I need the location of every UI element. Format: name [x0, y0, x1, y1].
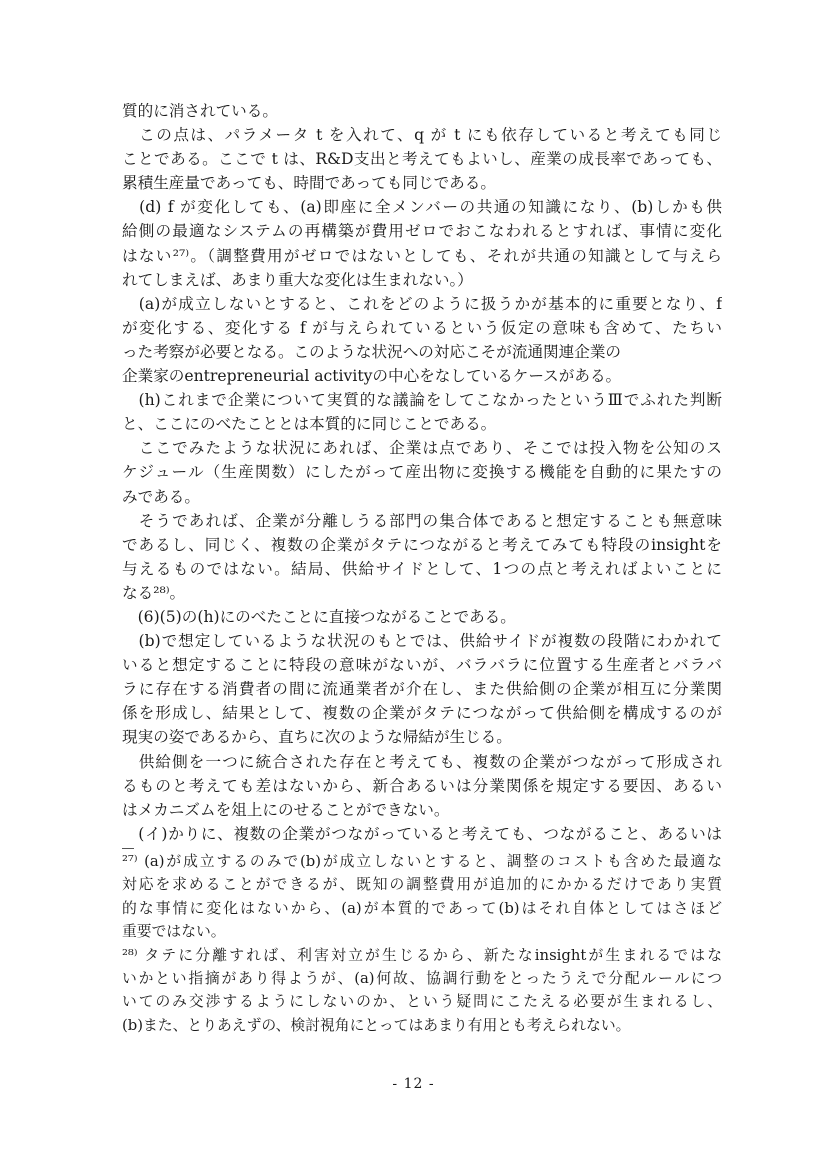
- footnote-line: 重要ではない。: [122, 923, 226, 941]
- body-line: であるし、同じく、複数の企業がタテにつながると考えてみても特段のinsightを: [122, 535, 722, 554]
- footnote-line: 対応を求めることができるが、既知の調整費用が追加的にかかるだけであり実質: [122, 876, 722, 894]
- body-line: 供給側を一つに統合された存在と考えても、複数の企業がつながって形成され: [122, 752, 722, 771]
- body-line: 質的に消されている。: [122, 102, 278, 120]
- body-line: 企業家のentrepreneurial activityの中心をなしているケースがある。: [122, 367, 622, 386]
- body-line: れてしまえば、あまり重大な変化は生まれない。）: [122, 270, 473, 289]
- footnote-line: いてのみ交渉するようにしないのか、という疑問にこたえる必要が生まれるし、: [122, 993, 722, 1011]
- body-line: が変化する、変化する f が与えられているという仮定の意味も含めて、たちい: [122, 318, 722, 337]
- body-line: 累積生産量であっても、時間であっても同じである。: [122, 174, 496, 193]
- body-line: この点は、パラメータ t を入れて、q が t にも依存していると考えても同じ: [122, 126, 722, 145]
- body-line: と、ここにのべたこととは本質的に同じことである。: [122, 415, 497, 434]
- body-line: (イ)かりに、複数の企業がつながっていると考えても、つながること、あるいは: [122, 824, 722, 843]
- body-line: (h)これまで企業について実質的な議論をしてこなかったというⅢでふれた判断: [122, 391, 722, 410]
- body-line: はない²⁷⁾。（調整費用がゼロではないとしても、それが共通の知識として与えら: [122, 246, 722, 265]
- body-line: るものと考えても差はないから、新合あるいは分業関係を規定する要因、あるい: [122, 776, 722, 795]
- footnote-line: ²⁸⁾ タテに分離すれば、利害対立が生じるから、新たなinsightが生まれるではな: [122, 946, 722, 964]
- body-line: なる²⁸⁾。: [122, 583, 186, 602]
- body-line: 与えるものではない。結局、供給サイドとして、1つの点と考えればよいことに: [122, 559, 722, 578]
- body-line: 給側の最適なシステムの再構築が費用ゼロでおこなわれるとすれば、事情に変化: [122, 222, 722, 241]
- body-line: ケジュール（生産関数）にしたがって産出物に変換する機能を自動的に果たすの: [122, 463, 722, 482]
- footnote-line: (b)また、とりあえずの、検討視角にとってはあまり有用とも考えられない。: [122, 1016, 631, 1034]
- body-line: そうであれば、企業が分離しうる部門の集合体であると想定することも無意味: [122, 511, 722, 530]
- body-line: った考察が必要となる。このような状況への対応こそが流通関連企業の: [122, 342, 622, 361]
- body-line: 現実の姿であるから、直ちに次のような帰結が生じる。: [122, 728, 512, 747]
- body-line: (a)が成立しないとすると、これをどのように扱うかが基本的に重要となり、f: [122, 294, 722, 313]
- footnotes: [122, 850, 722, 1037]
- footnote-separator: [122, 848, 134, 849]
- body-line: みである。: [122, 487, 200, 506]
- footnote-line: 的な事情に変化はないから、(a)が本質的であって(b)はそれ自体としてはさほど: [122, 899, 722, 917]
- body-line: 係を形成し、結果として、複数の企業がタテにつながって供給側を構成するのが: [122, 704, 722, 723]
- footnote-line: ²⁷⁾ (a)が成立するのみで(b)が成立しないとすると、調整のコストも含めた最適な: [122, 853, 722, 870]
- footnote-line: いかとい指摘があり得ようが、(a)何故、協調行動をとったうえで分配ルールにつ: [122, 969, 722, 987]
- page-number: - 12 -: [392, 1076, 435, 1092]
- body-line: (b)で想定しているような状況のもとでは、供給サイドが複数の段階にわかれて: [122, 632, 722, 651]
- body-line: ことである。ここで t は、R&D支出と考えてもよいし、産業の成長率であっても、: [122, 150, 722, 169]
- body-line: ラに存在する消費者の間に流通業者が介在し、また供給側の企業が相互に分業関: [122, 680, 722, 699]
- body-line: (6)(5)の(h)にのべたことに直接つながることである。: [122, 607, 516, 626]
- body-text: [122, 99, 722, 846]
- body-line: はメカニズムを俎上にのせることができない。: [122, 800, 450, 819]
- body-line: いると想定することに特段の意味がないが、バラバラに位置する生産者とバラバ: [122, 656, 722, 675]
- body-line: (d) f が変化しても、(a)即座に全メンバーの共通の知識になり、(b)しかも供: [122, 198, 722, 217]
- body-line: ここでみたような状況にあれば、企業は点であり、そこでは投入物を公知のス: [122, 439, 722, 458]
